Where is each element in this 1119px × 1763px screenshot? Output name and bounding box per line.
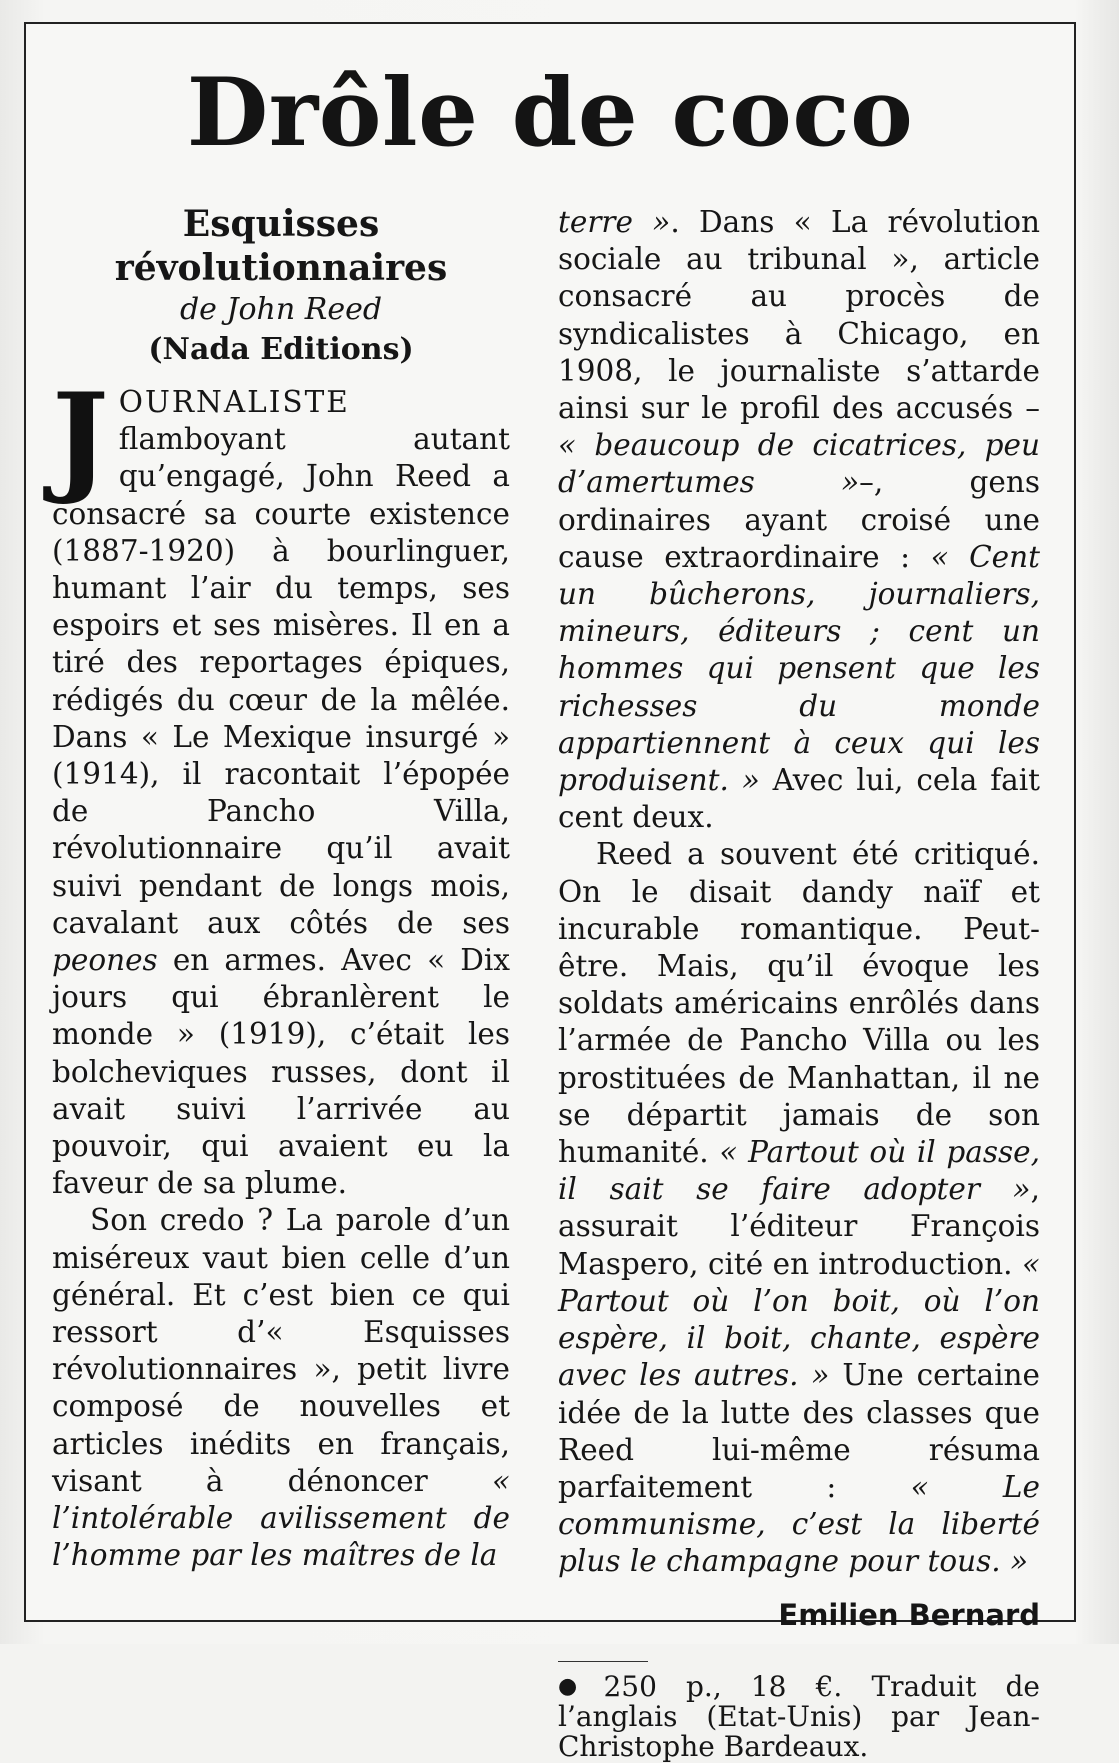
footnote-text: 250 p., 18 €. Traduit de l’anglais (Etat-Unis) par Jean-Christophe Bardeaux. xyxy=(558,1669,1040,1763)
paragraph-reed-mid: , assurait l’éditeur François Maspero, cité en introduction. xyxy=(558,1172,1040,1281)
quote-cicatrices: « beaucoup de cicatrices, peu d’amertumes » xyxy=(558,428,1040,500)
quote-bucherons: « Cent un bûcherons, journaliers, mineurs, éditeurs ; cent un hommes qui pensent que les richesses du monde appartiennent à ceux qui les produisent. » xyxy=(558,539,1040,798)
paragraph-credo xyxy=(52,1202,510,1574)
paragraph-reed xyxy=(558,836,1040,1580)
paragraph-intro-text: flamboyant autant qu’engagé, John Reed a consacré sa courte existence (1887-1920) à bourlinguer, humant l’air du temps, ses espoirs et ses misères. Il en a tiré des reportages épiques, rédigés du cœur de la mêlée. Dans « Le Mexique insurgé » (1914), il racontait l’épopée de Pancho Villa, révolutionnaire qu’il avait suivi pendant de longs mois, cavalant aux côtés de ses xyxy=(52,422,510,940)
bullet-icon: ● xyxy=(558,1673,598,1699)
paragraph-credo-end: Avec lui, cela fait cent deux. xyxy=(558,763,1040,835)
book-author: de John Reed xyxy=(179,292,383,327)
paragraph-intro-end: en armes. Avec « Dix jours qui ébranlèrent le monde » (1919), c’était les bolcheviques russes, dont il avait suivi l’arrivée au pouvoir, qui avaient eu la faveur de sa plume. xyxy=(52,943,510,1201)
book-publisher: (Nada Editions) xyxy=(148,332,414,367)
lead-word: OURNALISTE xyxy=(118,385,350,419)
paragraph-credo-mid: . Dans « La révolution sociale au tribunal », article consacré au procès de syndicalistes à Chicago, en 1908, le journaliste s’attarde ainsi sur le profil des accusés – xyxy=(558,205,1040,426)
quote-partout: « Partout où l’on boit, où l’on espère, il boit, chante, espère avec les autres. » xyxy=(558,1246,1040,1393)
author-byline: Emilien Bernard xyxy=(778,1597,1040,1632)
footnote-divider xyxy=(558,1661,648,1662)
paragraph-credo-continued xyxy=(558,204,1040,836)
italic-term: peones xyxy=(52,943,158,978)
quote-avilissement: terre » xyxy=(558,205,671,239)
paragraph-reed-mid2: Une certaine idée de la lutte des classes que Reed lui-même résuma parfaitement : xyxy=(558,1358,1040,1504)
quote-adopter: « Partout où il passe, il sait se faire adopter » xyxy=(558,1135,1040,1207)
quote-avilissement: « l’intolérable avilissement de l’homme par les maîtres de la xyxy=(52,1463,510,1573)
book-footnote xyxy=(558,1669,1040,1763)
drop-cap: J xyxy=(52,367,109,508)
article-frame xyxy=(24,22,1076,1763)
right-column xyxy=(558,204,1040,1762)
paragraph-credo-mid2: –, gens ordinaires ayant croisé une cause extraordinaire : xyxy=(558,465,1040,574)
paragraph-reed-text: Reed a souvent été critiqué. On le disait dandy naïf et incurable romantique. Peut-être. Mais, qu’il évoque les soldats américains enrôlés dans l’armée de Pancho Villa ou les prostituées de Manhattan, il ne se départit jamais de son humanité. xyxy=(558,837,1040,1170)
book-title: Esquisses révolutionnaires xyxy=(114,203,448,289)
quote-communisme: « Le communisme, c’est la liberté plus le champagne pour tous. » xyxy=(558,1469,1040,1579)
headline: Drôle de coco xyxy=(186,58,914,168)
left-column xyxy=(52,200,510,1575)
paragraph-intro xyxy=(52,367,510,1202)
paragraph-credo-text: Son credo ? La parole d’un miséreux vaut bien celle d’un général. Et c’est bien ce qui ressort d’« Esquisses révolutionnaires », petit livre composé de nouvelles et articles inédits en français, visant à dénoncer xyxy=(52,1203,510,1498)
